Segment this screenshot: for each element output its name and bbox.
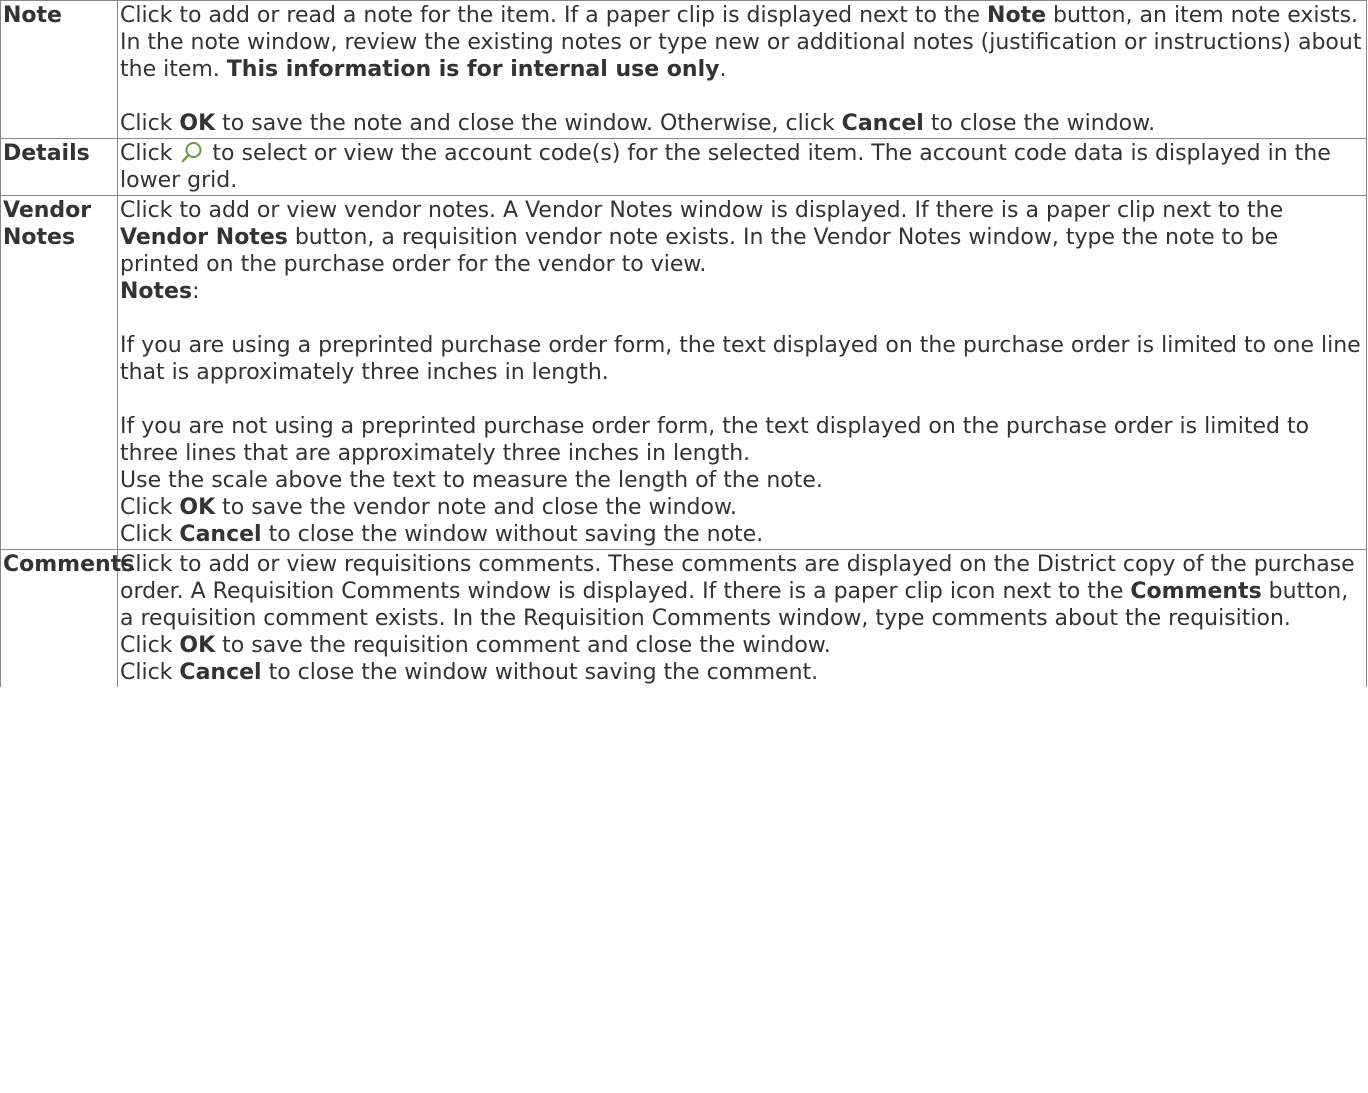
text-span: to close the window without saving the note. [261, 522, 764, 547]
row-description-comments [118, 550, 1367, 688]
bold-term: This information is for internal use only [226, 57, 720, 82]
description-paragraph: If you are using a preprinted purchase order form, the text displayed on the purchase order is limited to one line that is approximately three inches in length. [120, 333, 1361, 385]
bold-term: Comments [1130, 579, 1262, 604]
text-span: Click [120, 522, 180, 547]
description-paragraph [120, 632, 1363, 659]
description-paragraph [120, 29, 1363, 83]
table-row-comments [1, 550, 1367, 688]
text-span: In the note window, review the existing notes or type new or additional notes (justification or instructions) about the item. [120, 30, 1362, 82]
paragraph-gap [120, 386, 1363, 413]
description-paragraph [120, 494, 1363, 521]
paragraph-gap [120, 305, 1363, 332]
text-span: to save the note and close the window. Otherwise, click [215, 111, 842, 136]
bold-term: Cancel [841, 111, 924, 136]
row-description-note [118, 1, 1367, 139]
magnifier-icon [181, 141, 203, 163]
description-paragraph [120, 110, 1363, 137]
table-row-vendor-notes [1, 196, 1367, 550]
text-span: : [192, 279, 200, 304]
bold-term: Cancel [179, 660, 262, 685]
paragraph-gap [120, 83, 1363, 110]
text-span: to save the requisition comment and close the window. [215, 633, 831, 658]
text-span: Click [120, 660, 180, 685]
text-span: Click [120, 633, 180, 658]
text-span: to save the vendor note and close the window. [215, 495, 737, 520]
row-label-comments: Comments [1, 550, 118, 688]
row-description-vendor-notes [118, 196, 1367, 550]
text-span: . [719, 57, 727, 82]
text-span: button, a requisition comment exists. In the Requisition Comments window, type comments about the requisition. [120, 579, 1349, 631]
text-span: Click to add or view vendor notes. A Vendor Notes window is displayed. If there is a paper clip next to the [120, 198, 1284, 223]
row-label-vendor-notes: Vendor Notes [1, 196, 118, 550]
text-span: to close the window without saving the comment. [261, 660, 819, 685]
description-paragraph: Use the scale above the text to measure the length of the note. [120, 468, 823, 493]
text-span: Click to add or read a note for the item. If a paper clip is displayed next to the [120, 3, 988, 28]
text-span: to close the window. [923, 111, 1156, 136]
table-row-details [1, 139, 1367, 196]
text-span: to select or view the account code(s) for the selected item. The account code data is displayed in the lower grid. [120, 141, 1331, 193]
table-row-note [1, 1, 1367, 139]
text-span: Click [120, 495, 180, 520]
text-span: button, a requisition vendor note exists. In the Vendor Notes window, type the note to be printed on the purchase order for the vendor to view. [120, 225, 1279, 277]
text-span: button, an item note exists. [1046, 3, 1359, 28]
row-label-details: Details [1, 139, 118, 196]
bold-term: Note [987, 3, 1047, 28]
bold-term: OK [179, 495, 216, 520]
description-paragraph [120, 659, 1363, 686]
row-description-details [118, 139, 1367, 196]
description-paragraph [120, 2, 1363, 29]
description-paragraph [120, 140, 1363, 194]
description-paragraph: If you are not using a preprinted purchase order form, the text displayed on the purchase order is limited to three lines that are approximately three inches in length. [120, 414, 1310, 466]
description-paragraph [120, 551, 1363, 632]
bold-term: OK [179, 633, 216, 658]
description-paragraph [120, 197, 1363, 278]
text-span: Click to add or view requisitions comments. These comments are displayed on the District copy of the purchase order. A Requisition Comments window is displayed. If there is a paper clip icon next to the [120, 552, 1355, 604]
bold-term: Cancel [179, 522, 262, 547]
bold-term: Notes [120, 279, 193, 304]
description-paragraph [120, 521, 1363, 548]
bold-term: OK [179, 111, 216, 136]
bold-term: Vendor Notes [120, 225, 288, 250]
row-label-note: Note [1, 1, 118, 139]
text-span: Click [120, 141, 180, 166]
text-span: Click [120, 111, 180, 136]
notes-heading [120, 278, 1363, 305]
